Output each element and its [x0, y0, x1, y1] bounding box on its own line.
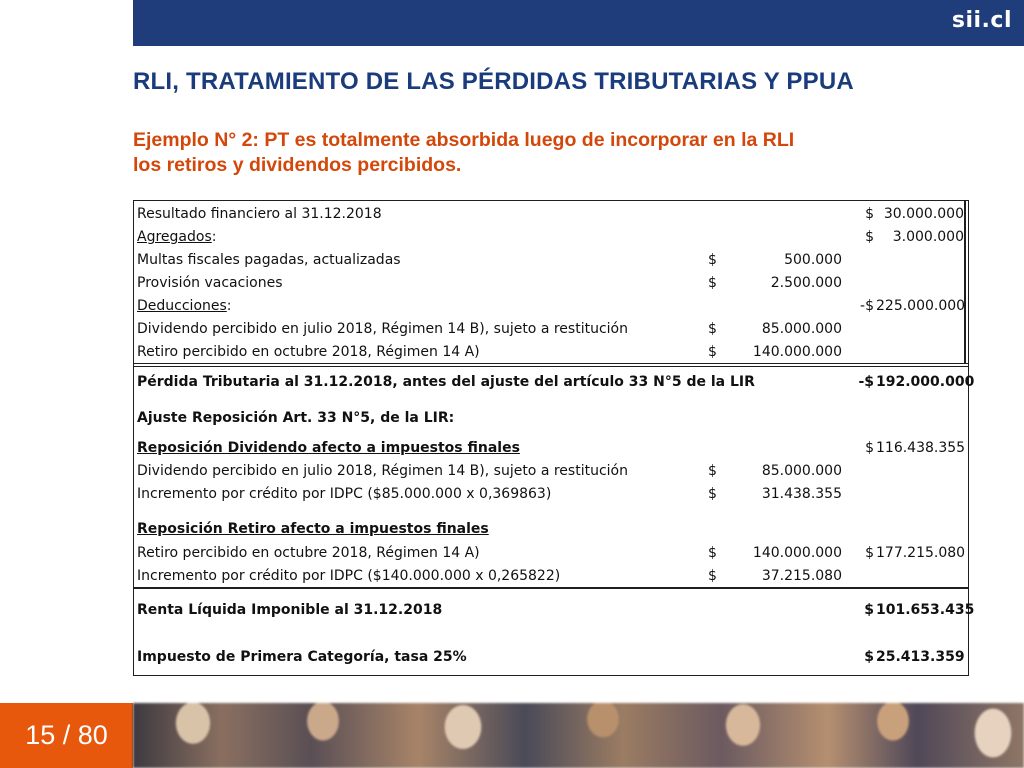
currency-sign: -$: [858, 374, 874, 390]
row-label: Incremento por crédito por IDPC ($140.000.000 x 0,265822): [137, 568, 561, 584]
row-label: Dividendo percibido en julio 2018, Régimen 14 B), sujeto a restitución: [137, 463, 628, 479]
currency-sign: $: [708, 545, 717, 561]
table-row: [134, 203, 968, 226]
total-amount: 30.000.000: [883, 206, 964, 222]
row-label: Deducciones:: [137, 298, 232, 314]
subtitle-line-1: Ejemplo N° 2: PT es totalmente absorbida luego de incorporar en la RLI: [133, 129, 795, 151]
slide-subtitle: [133, 128, 933, 178]
row-label: Agregados:: [137, 229, 217, 245]
table-row: [134, 226, 968, 249]
row-label: Retiro percibido en octubre 2018, Régimen 14 A): [137, 344, 480, 360]
table-row: [134, 272, 968, 295]
partial-amount: 2.500.000: [770, 275, 842, 291]
calculation-table: [133, 200, 975, 676]
double-rule: [134, 363, 968, 367]
row-label: Renta Líquida Imponible al 31.12.2018: [137, 602, 443, 618]
table-row: [134, 407, 968, 430]
currency-sign: $: [708, 344, 717, 360]
currency-sign: $: [708, 568, 717, 584]
table-row: [134, 371, 975, 394]
currency-sign: $: [865, 440, 874, 456]
slide-title: RLI, TRATAMIENTO DE LAS PÉRDIDAS TRIBUTARIAS Y PPUA: [133, 68, 854, 95]
currency-sign: $: [864, 649, 874, 665]
partial-amount: 31.438.355: [761, 486, 842, 502]
table-row: [134, 483, 968, 506]
row-label: Ajuste Reposición Art. 33 N°5, de la LIR:: [137, 410, 455, 426]
page-counter: 15 / 80: [0, 703, 133, 768]
currency-sign: $: [865, 206, 874, 222]
table-row: [134, 249, 968, 272]
total-amount: 101.653.435: [876, 602, 975, 618]
table-row: [134, 518, 968, 541]
crowd-photo: [133, 703, 1024, 768]
currency-sign: -$: [860, 298, 874, 314]
sii-logo[interactable]: sii.cl: [951, 8, 1012, 33]
partial-amount: 140.000.000: [752, 545, 842, 561]
table-row: [134, 295, 968, 318]
currency-sign: $: [708, 463, 717, 479]
row-label: Reposición Retiro afecto a impuestos finales: [137, 521, 489, 537]
section-rule: [134, 587, 968, 589]
footer: [0, 703, 1024, 768]
partial-amount: 500.000: [784, 252, 842, 268]
table-row: [134, 460, 968, 483]
currency-sign: $: [864, 602, 874, 618]
partial-amount: 85.000.000: [761, 321, 842, 337]
currency-sign: $: [708, 321, 717, 337]
total-amount: 3.000.000: [892, 229, 964, 245]
partial-amount: 37.215.080: [761, 568, 842, 584]
table-row: [134, 599, 975, 622]
total-amount: 192.000.000: [876, 374, 975, 390]
currency-sign: $: [865, 229, 874, 245]
total-amount: 116.438.355: [876, 440, 966, 456]
table-row: [134, 318, 968, 341]
row-label: Pérdida Tributaria al 31.12.2018, antes del ajuste del artículo 33 N°5 de la LIR: [137, 374, 755, 390]
table-row: [134, 437, 968, 460]
table-row: [134, 565, 968, 588]
total-amount: 177.215.080: [876, 545, 966, 561]
table-row: [134, 341, 968, 364]
total-amount: 225.000.000: [876, 298, 966, 314]
table-row: [134, 542, 968, 565]
currency-sign: $: [708, 486, 717, 502]
row-label: Reposición Dividendo afecto a impuestos finales: [137, 440, 520, 456]
row-label: Retiro percibido en octubre 2018, Régimen 14 A): [137, 545, 480, 561]
header-bar: [133, 0, 1024, 46]
partial-amount: 140.000.000: [752, 344, 842, 360]
partial-amount: 85.000.000: [761, 463, 842, 479]
subtitle-line-2: los retiros y dividendos percibidos.: [133, 154, 462, 176]
currency-sign: $: [865, 545, 874, 561]
row-label: Resultado financiero al 31.12.2018: [137, 206, 382, 222]
table-row: [134, 646, 968, 669]
row-label: Incremento por crédito por IDPC ($85.000.000 x 0,369863): [137, 486, 552, 502]
total-amount: 25.413.359: [876, 649, 965, 665]
currency-sign: $: [708, 252, 717, 268]
row-label: Multas fiscales pagadas, actualizadas: [137, 252, 401, 268]
row-label: Provisión vacaciones: [137, 275, 283, 291]
row-label: Impuesto de Primera Categoría, tasa 25%: [137, 649, 467, 665]
currency-sign: $: [708, 275, 717, 291]
row-label: Dividendo percibido en julio 2018, Régimen 14 B), sujeto a restitución: [137, 321, 628, 337]
